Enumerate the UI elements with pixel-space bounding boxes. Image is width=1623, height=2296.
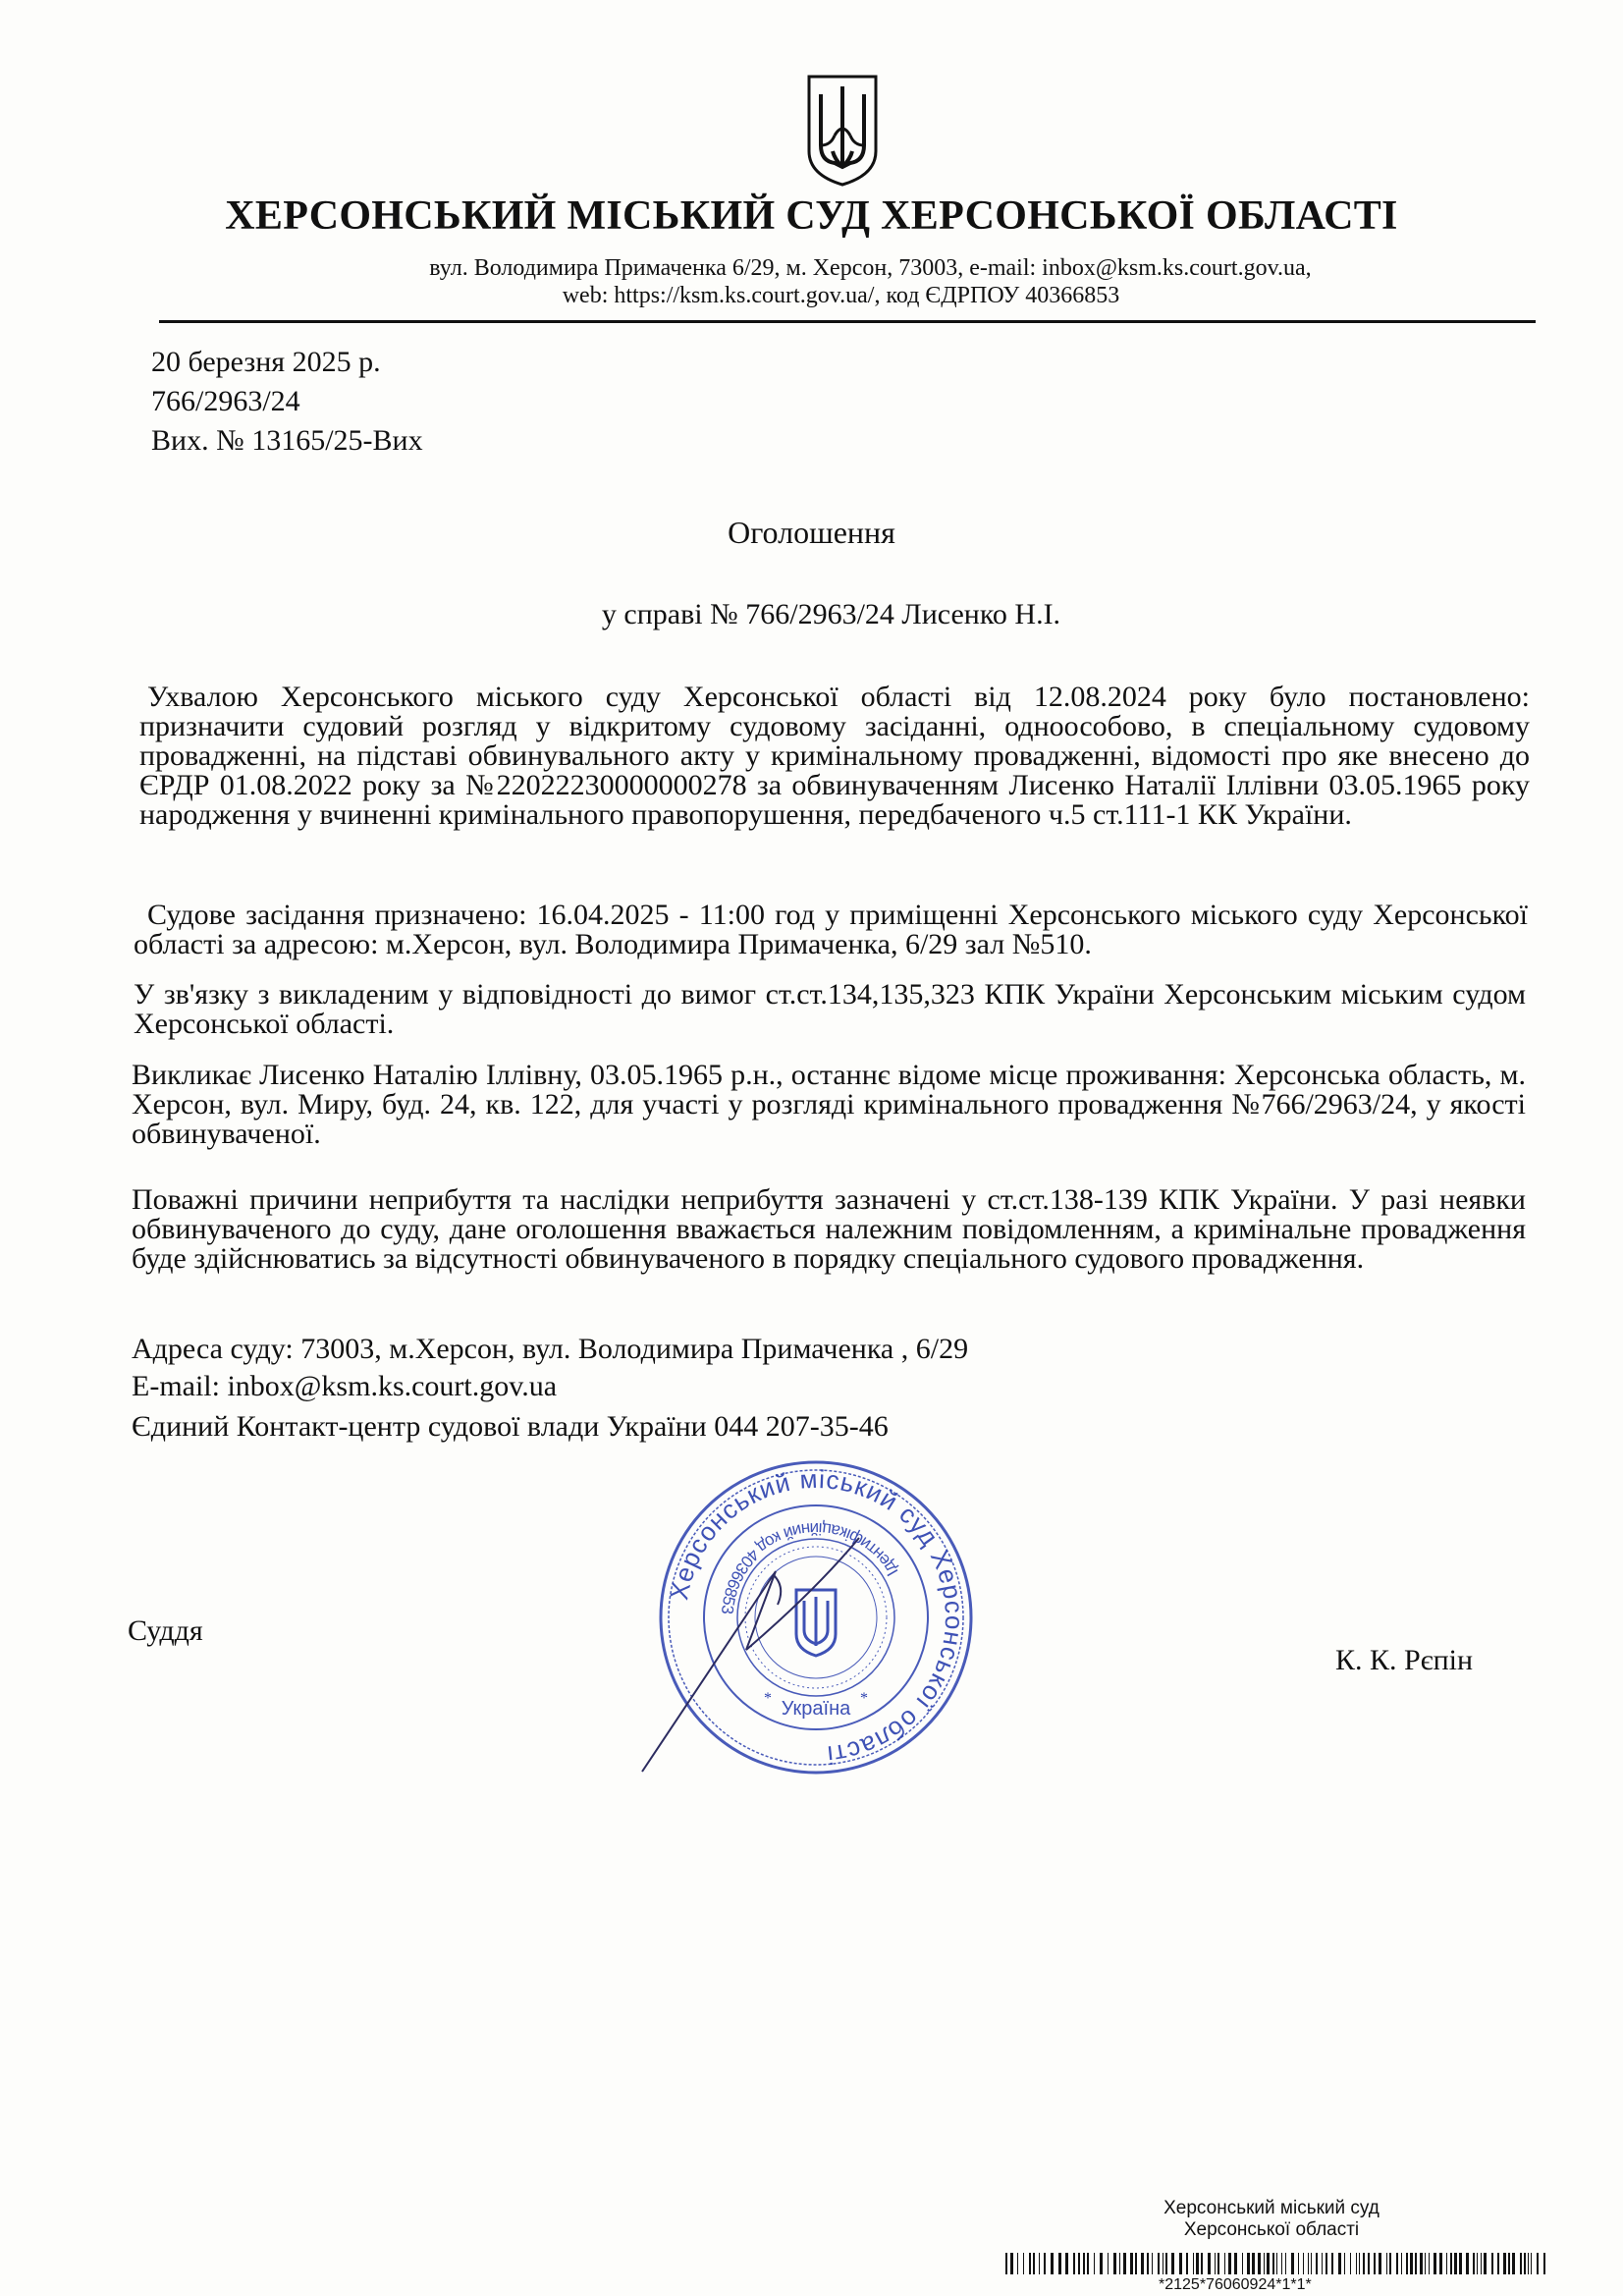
court-web-line: web: https://ksm.ks.court.gov.ua/, код ЄДРПОУ 40366853 — [562, 283, 1120, 308]
signature-role: Суддя — [128, 1614, 203, 1647]
document-subtitle: у справі № 766/2963/24 Лисенко Н.І. — [601, 598, 1061, 630]
court-email: E-mail: inbox@ksm.ks.court.gov.ua — [132, 1370, 558, 1402]
announcement-paragraph-4: Викликає Лисенко Наталію Іллівну, 03.05.1965 р.н., останнє відоме місце проживання: Херсонська область, м. Херсон, вул. Миру, буд. 24, кв. 122, для участі у розгляді кримінального провадження №766/2963/24, у якості обвинуваченої. — [132, 1059, 1526, 1150]
svg-text:*: * — [764, 1690, 772, 1707]
document-title: Оголошення — [728, 515, 895, 550]
footer-court-name: Херсонський міський суд — [1163, 2198, 1380, 2218]
contact-center: Єдиний Контакт-центр судової влади України 044 207-35-46 — [132, 1410, 889, 1443]
court-address-line: вул. Володимира Примаченка 6/29, м. Херсон, 73003, e-mail: inbox@ksm.ks.court.gov.ua, — [429, 255, 1312, 281]
document-date: 20 березня 2025 р. — [151, 346, 381, 378]
court-name: ХЕРСОНСЬКИЙ МІСЬКИЙ СУД ХЕРСОНСЬКОЇ ОБЛАСТІ — [225, 193, 1398, 239]
announcement-paragraph-5: Поважні причини неприбуття та наслідки неприбуття зазначені у ст.ст.138-139 КПК України. У разі неявки обвинуваченого до суду, дане оголошення вважається належним повідомленням, а кримінальне провадження буде здійснюватись за відсутності обвинуваченого в порядку спеціального судового провадження. — [132, 1183, 1526, 1275]
footer-court-region: Херсонської області — [1183, 2219, 1360, 2240]
svg-text:Україна: Україна — [781, 1698, 851, 1720]
trident-emblem-icon — [805, 73, 880, 189]
svg-text:*: * — [860, 1690, 868, 1707]
barcode-number: *2125*76060924*1*1* — [1159, 2276, 1312, 2293]
header-divider — [159, 320, 1536, 323]
announcement-paragraph-2: Судове засідання призначено: 16.04.2025 - 11:00 год у приміщенні Херсонського міського суду Херсонської області за адресою: м.Херсон, вул. Володимира Примаченка, 6/29 зал №510. — [134, 899, 1528, 960]
svg-text:Ідентифікаційний код 40366853: Ідентифікаційний код 40366853 — [717, 1518, 902, 1615]
judge-name: К. К. Рєпін — [1335, 1644, 1474, 1676]
svg-text:Херсонський міський суд Херсон: Херсонський міський суд Херсонської області — [664, 1463, 970, 1771]
outgoing-number: Вих. № 13165/25-Вих — [151, 424, 423, 457]
court-address: Адреса суду: 73003, м.Херсон, вул. Володимира Примаченка , 6/29 — [132, 1333, 969, 1365]
judge-signature — [628, 1532, 884, 1777]
document-barcode — [1005, 2253, 1549, 2274]
case-number: 766/2963/24 — [151, 385, 300, 417]
announcement-paragraph-3: У зв'язку з викладеним у відповідності до вимог ст.ст.134,135,323 КПК України Херсонським міським судом Херсонської області. — [134, 978, 1526, 1040]
announcement-paragraph-1: Ухвалою Херсонського міського суду Херсонської області від 12.08.2024 року було постановлено: призначити судовий розгляд у відкритому судовому засіданні, одноособово, в спеціальному судовому провадженні, на підставі обвинувального акту у кримінальному провадженні, відомості про яке внесено до ЄРДР 01.08.2022 року за №22022230000000278 за обвинуваченням Лисенко Наталії Іллівни 03.05.1965 року народження у вчиненні кримінального правопорушення, передбаченого ч.5 ст.111-1 КК України. — [139, 681, 1530, 831]
